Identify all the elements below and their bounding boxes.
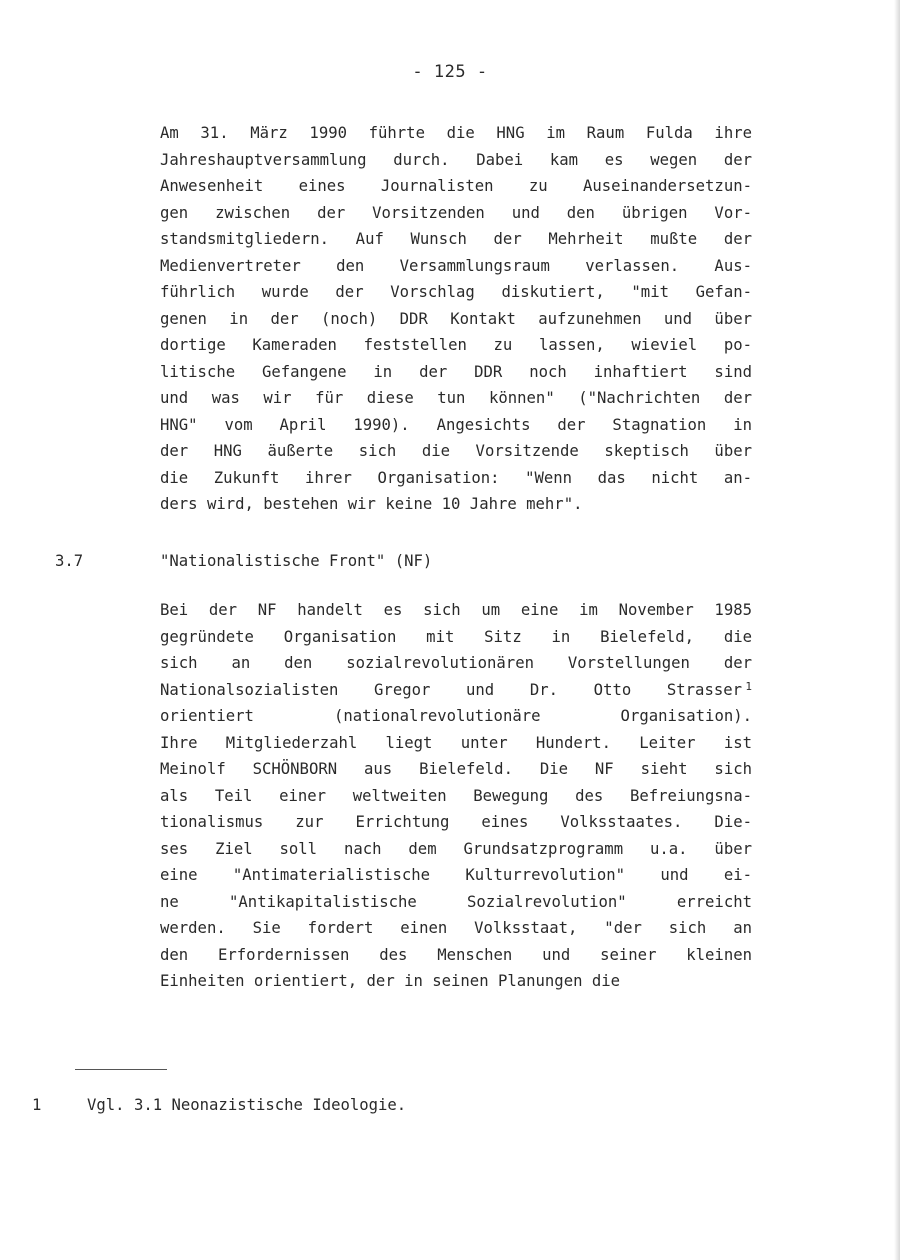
footnote-divider	[75, 1069, 167, 1070]
text-line: die Zukunft ihrer Organisation: "Wenn das nicht an-	[160, 468, 752, 487]
text-line: sich an den sozialrevolutionären Vorstellungen der	[160, 654, 752, 672]
text-line: ne "Antikapitalistische Sozialrevolution" erreicht	[160, 892, 752, 911]
footnote-mark: 1	[32, 1096, 42, 1114]
section-heading	[55, 548, 755, 574]
text-line: werden. Sie fordert einen Volksstaat, "der sich an	[160, 919, 752, 937]
text-line: ders wird, bestehen wir keine 10 Jahre mehr".	[160, 495, 583, 513]
text-line: tionalismus zur Errichtung eines Volksstaates. Die-	[160, 813, 752, 831]
text-line: Jahreshauptversammlung durch. Dabei kam es wegen der	[160, 150, 752, 169]
text-line: Medienvertreter den Versammlungsraum verlassen. Aus-	[160, 256, 752, 275]
text-line: als Teil einer weltweiten Bewegung des Befreiungsna-	[160, 786, 752, 805]
text-line: genen in der (noch) DDR Kontakt aufzunehmen und über	[160, 309, 752, 328]
text-line: Nationalsozialisten Gregor und Dr. Otto Strasser	[160, 680, 742, 699]
text-line: der HNG äußerte sich die Vorsitzende skeptisch über	[160, 442, 752, 460]
text-line: litische Gefangene in der DDR noch inhaftiert sind	[160, 362, 752, 381]
text-line: standsmitgliedern. Auf Wunsch der Mehrheit mußte der	[160, 230, 752, 248]
footnote-text: Vgl. 3.1 Neonazistische Ideologie.	[87, 1096, 407, 1114]
text-line: Am 31. März 1990 führte die HNG im Raum Fulda ihre	[160, 124, 752, 142]
paragraph-nf-description	[160, 597, 752, 995]
text-line: Anwesenheit eines Journalisten zu Auseinandersetzun-	[160, 177, 752, 195]
text-line: Bei der NF handelt es sich um eine im November 1985	[160, 601, 752, 619]
text-line: dortige Kameraden feststellen zu lassen, wieviel po-	[160, 336, 752, 354]
text-line: orientiert (nationalrevolutionäre Organisation).	[160, 707, 752, 725]
page-number: - 125 -	[412, 62, 488, 82]
scan-edge-shadow	[894, 0, 900, 1260]
text-line: führlich wurde der Vorschlag diskutiert, "mit Gefan-	[160, 283, 752, 301]
section-number: 3.7	[55, 552, 84, 570]
text-line: HNG" vom April 1990). Angesichts der Stagnation in	[160, 415, 752, 434]
text-line-with-footnote	[160, 677, 752, 704]
text-line: Einheiten orientiert, der in seinen Planungen die	[160, 972, 621, 990]
text-line: und was wir für diese tun können" ("Nachrichten der	[160, 389, 752, 407]
text-line: den Erfordernissen des Menschen und seiner kleinen	[160, 945, 752, 964]
paragraph-hng-meeting	[160, 120, 752, 518]
section-title: "Nationalistische Front" (NF)	[160, 552, 433, 570]
text-line: gen zwischen der Vorsitzenden und den übrigen Vor-	[160, 203, 752, 222]
footnote-reference: 1	[745, 679, 752, 693]
footnote	[32, 1092, 732, 1118]
text-line: Meinolf SCHÖNBORN aus Bielefeld. Die NF sieht sich	[160, 760, 752, 778]
text-line: gegründete Organisation mit Sitz in Bielefeld, die	[160, 627, 752, 646]
text-line: eine "Antimaterialistische Kulturrevolution" und ei-	[160, 866, 752, 884]
text-line: ses Ziel soll nach dem Grundsatzprogramm u.a. über	[160, 839, 752, 858]
text-line: Ihre Mitgliederzahl liegt unter Hundert. Leiter ist	[160, 733, 752, 752]
